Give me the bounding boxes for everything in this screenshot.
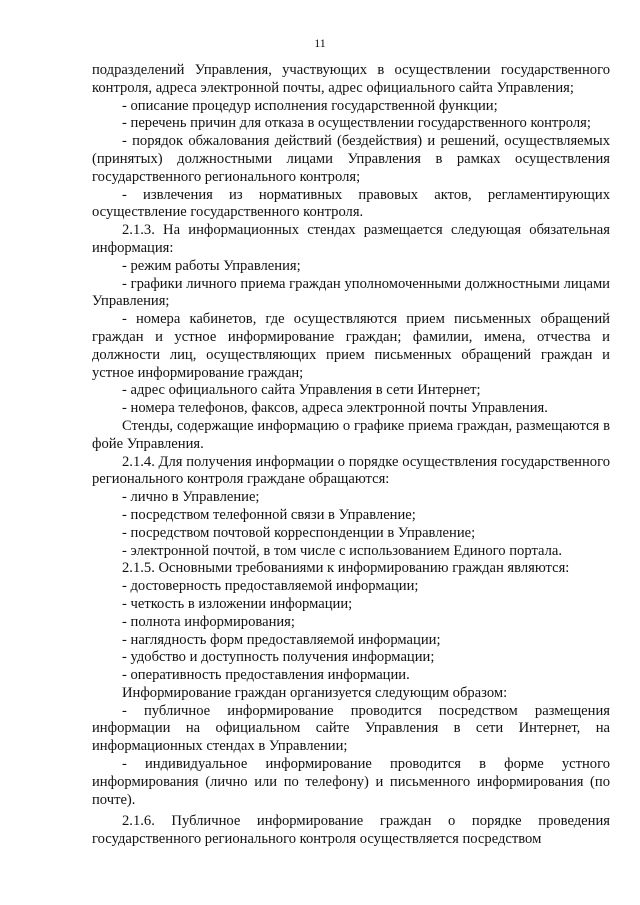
paragraph: - перечень причин для отказа в осуществлении государственного контроля; (122, 115, 591, 132)
paragraph: Информирование граждан организуется следующим образом: (122, 684, 508, 701)
paragraph: - адрес официального сайта Управления в сети Интернет; (122, 382, 481, 399)
paragraph: Стенды, содержащие информацию о графике приема граждан, размещаются в фойе Управления. (92, 417, 610, 452)
document-body (92, 62, 610, 849)
paragraph: 2.1.6. Публичное информирование граждан о порядке проведения государственного регионального контроля осуществляется посредством (92, 813, 610, 848)
paragraph: подразделений Управления, участвующих в осуществлении государственного контроля, адреса электронной почты, адрес официального сайта Управления; (92, 62, 610, 96)
paragraph: - режим работы Управления; (122, 257, 301, 274)
paragraph: - графики личного приема граждан уполномоченными должностными лицами Управления; (92, 275, 610, 310)
paragraph: - полнота информирования; (122, 613, 295, 630)
paragraph: - четкость в изложении информации; (122, 595, 353, 612)
paragraph: 2.1.4. Для получения информации о порядке осуществления государственного регионального контроля граждане обращаются: (92, 453, 610, 488)
paragraph: - наглядность форм предоставляемой информации; (122, 631, 441, 648)
paragraph: - достоверность предоставляемой информации; (122, 578, 419, 595)
paragraph: 2.1.3. На информационных стендах размещается следующая обязательная информация: (92, 222, 610, 256)
paragraph: - лично в Управление; (122, 489, 260, 506)
paragraph: - индивидуальное информирование проводится в форме устного информирования (лично или по телефону) и письменного информирования (по почте). (92, 756, 610, 808)
paragraph: 2.1.5. Основными требованиями к информированию граждан являются: (122, 560, 570, 577)
paragraph: - номера кабинетов, где осуществляются прием письменных обращений граждан и устное информирование граждан; фамилии, имена, отчества и должности лиц, осуществляющих прием письменных обращений граждан и устное информирование граждан; (92, 311, 610, 381)
paragraph: - посредством почтовой корреспонденции в Управление; (122, 524, 476, 541)
paragraph: - оперативность предоставления информации. (122, 667, 410, 684)
paragraph: - публичное информирование проводится посредством размещения информации на официальном сайте Управления в сети Интернет, на информационных стендах в Управлении; (92, 702, 610, 755)
paragraph: - электронной почтой, в том числе с использованием Единого портала. (122, 542, 563, 559)
page-number: 11 (314, 36, 326, 50)
paragraph: - удобство и доступность получения информации; (122, 649, 435, 666)
paragraph: - посредством телефонной связи в Управление; (122, 506, 416, 523)
paragraph: - порядок обжалования действий (бездействия) и решений, осуществляемых (принятых) должностными лицами Управления в рамках осуществления государственного регионального контроля; (92, 133, 610, 185)
paragraph: - описание процедур исполнения государственной функции; (122, 97, 498, 114)
paragraph: - номера телефонов, факсов, адреса электронной почты Управления. (122, 400, 548, 417)
paragraph: - извлечения из нормативных правовых актов, регламентирующих осуществление государственного контроля. (92, 186, 610, 221)
